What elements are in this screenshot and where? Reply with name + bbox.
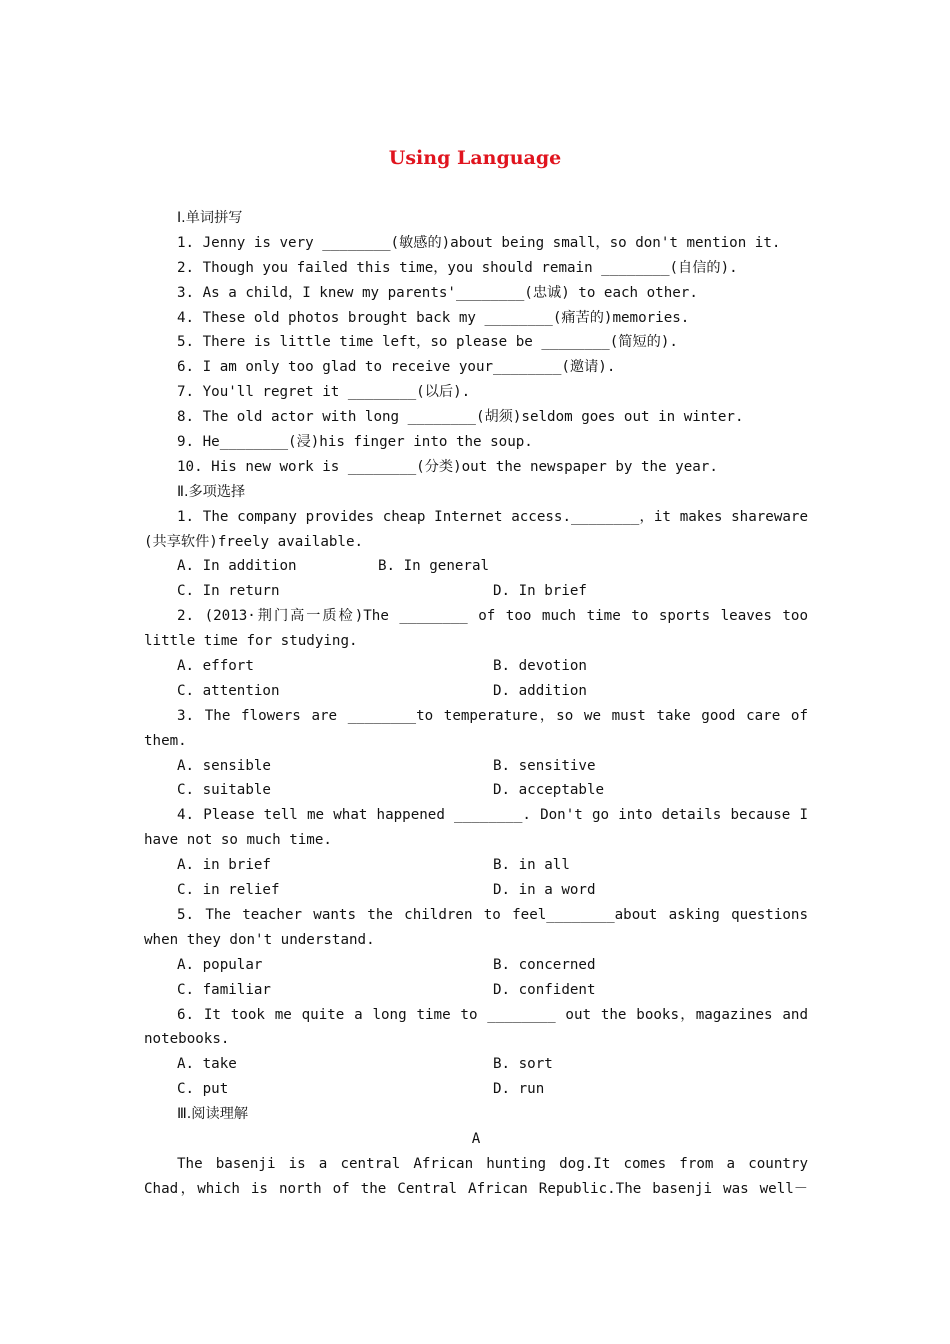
option-b: B. concerned [493,956,596,973]
page-title: Using Language [388,147,562,169]
spelling-item: 2. Though you failed this time，you should remain ________(自信的). [177,259,738,276]
option-d: D. in a word [493,882,596,899]
option-d: D. In brief [493,583,587,600]
option-a: A. sensible [177,757,271,774]
spelling-item: 7. You'll regret it ________(以后). [177,384,471,401]
option-row [144,579,808,604]
option-b: B. sensitive [493,757,596,774]
option-d: D. addition [493,682,587,699]
spelling-item: 6. I am only too glad to receive your________(邀请). [177,359,616,376]
passage-label: A [471,1130,481,1147]
option-d: D. confident [493,981,596,998]
spelling-item: 5. There is little time left，so please be ________(简短的). [177,334,678,351]
option-b: B. sort [493,1056,553,1073]
spelling-item: 9. He________(浸)his finger into the soup. [177,434,533,451]
option-a: A. effort [177,658,254,675]
section-header-spelling: Ⅰ.单词拼写 [177,210,243,226]
option-row [144,953,808,978]
option-c: C. familiar [177,981,271,998]
section-header-multiple-choice: Ⅱ.多项选择 [177,483,246,500]
passage-text: The basenji is a central African hunting dog.It comes from a country [177,1155,808,1172]
option-row [144,978,808,1003]
spelling-item: 4. These old photos brought back my ________(痛苦的)memories. [177,309,690,326]
option-a: A. In addition [177,558,297,575]
spelling-item: 8. The old actor with long ________(胡须)seldom goes out in winter. [177,409,744,426]
question-stem-continued: little time for studying. [144,633,358,650]
option-row [144,754,808,779]
question-stem: 2. (2013·荆门高一质检)The ________ of too much time to sports leaves too [177,608,808,625]
option-row [144,1077,808,1102]
option-c: C. suitable [177,782,271,799]
option-d: D. acceptable [493,782,605,799]
option-b: B. In general [378,558,490,575]
option-c: C. put [177,1081,229,1098]
option-row [144,878,808,903]
spelling-item: 10. His new work is ________(分类)out the newspaper by the year. [177,458,718,475]
option-b: B. in all [493,857,570,874]
option-c: C. In return [177,583,280,600]
option-c: C. in relief [177,882,280,899]
question-stem-continued: notebooks. [144,1031,230,1048]
option-row [144,679,808,704]
question-stem-continued: them. [144,732,187,749]
option-row [144,554,808,579]
option-a: A. popular [177,956,263,973]
question-stem-continued: when they don't understand. [144,931,375,948]
question-stem-continued: (共享软件)freely available. [144,533,364,550]
question-stem: 3. The flowers are ________to temperature，so we must take good care of [177,707,808,724]
option-b: B. devotion [493,658,587,675]
worksheet-content [144,206,808,1202]
option-c: C. attention [177,682,280,699]
question-stem-continued: have not so much time. [144,832,332,849]
section-header-reading: Ⅲ.阅读理解 [177,1106,249,1123]
option-a: A. take [177,1056,237,1073]
option-a: A. in brief [177,857,271,874]
option-row [144,1052,808,1077]
question-stem: 4. Please tell me what happened ________. Don't go into details because I [177,807,808,824]
spelling-item: 3. As a child，I knew my parents'________(忠诚) to each other. [177,284,698,301]
option-row [144,778,808,803]
passage-text: Chad，which is north of the Central African Republic.The basenji was well－ [144,1180,808,1197]
question-stem: 1. The company provides cheap Internet access.________，it makes shareware [177,508,808,525]
question-stem: 6. It took me quite a long time to ________ out the books，magazines and [177,1006,808,1023]
spelling-item: 1. Jenny is very ________(敏感的)about being small，so don't mention it. [177,234,781,251]
option-row [144,654,808,679]
option-d: D. run [493,1081,545,1098]
option-row [144,853,808,878]
question-stem: 5. The teacher wants the children to feel________about asking questions [177,906,808,923]
